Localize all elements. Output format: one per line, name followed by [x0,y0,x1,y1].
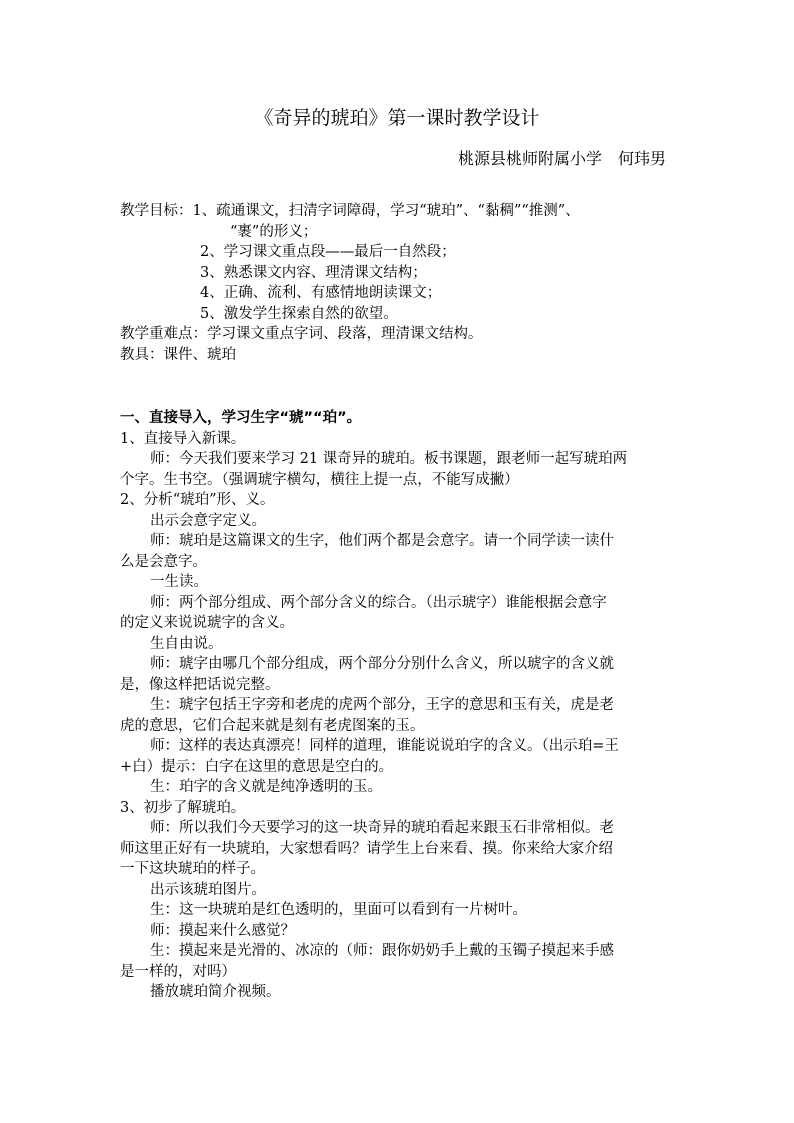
key-points: 教学重难点：学习课文重点字词、段落，理清课文结构。 [120,326,483,342]
paragraph-line: 的定义来说说琥字的含义。 [120,615,294,631]
paragraph-line: 3、初步了解琥珀。 [120,799,246,816]
paragraph-line: 师：所以我们今天要学习的这一块奇异的琥珀看起来跟玉石非常相似。老 [150,820,614,836]
paragraph-line: 师这里正好有一块琥珀，大家想看吗？请学生上台来看、摸。你来给大家介绍 [120,840,613,857]
paragraph-line: 生：琥字包括王字旁和老虎的虎两个部分，王字的意思和玉有关，虎是老 [150,697,614,713]
goal-line-1: 教学目标：1、疏通课文，扫清字词障碍，学习“琥珀”、“黏稠”“推测”、 [120,203,580,219]
paragraph-line: 师：这样的表达真漂亮！同样的道理，谁能说说珀字的含义。（出示珀=王 [150,738,619,754]
paragraph-line: +白）提示：白字在这里的意思是空白的。 [120,758,394,775]
paragraph-line: 1、直接导入新课。 [120,430,246,447]
paragraph-line: 生自由说。 [150,635,223,652]
paragraph-line: 虎的意思，它们合起来就是刻有老虎图案的玉。 [120,717,425,734]
goals-label: 教学目标： [120,203,193,219]
paragraph-line: 师：摸起来什么感觉？ [150,922,295,939]
paragraph-line: 出示会意字定义。 [150,512,266,529]
goal-line-3: 3、熟悉课文内容、理清课文结构； [200,264,427,281]
paragraph-line: 师：两个部分组成、两个部分含义的综合。（出示琥字）谁能根据会意字 [150,594,607,611]
section-1-heading: 一、直接导入，学习生字“琥”“珀”。 [120,410,362,426]
paragraph-line: 2、分析“琥珀”形、义。 [120,492,275,508]
section-1 [120,408,680,1003]
paragraph-line: 么是会意字。 [120,553,207,570]
teaching-tools: 教具：课件、琥珀 [120,346,236,363]
goal-line-5: 5、激发学生探索自然的欲望。 [200,305,398,322]
goal-line-4: 4、正确、流利、有感情地朗读课文； [200,285,442,301]
paragraph-line: 师：今天我们要来学习 21 课奇异的琥珀。板书课题，跟老师一起写琥珀两 [150,451,628,467]
paragraph-line: 师：琥珀是这篇课文的生字，他们两个都是会意字。请一个同学读一读什 [150,533,614,549]
paragraph-line: 生：珀字的含义就是纯净透明的玉。 [150,779,382,795]
goal-line-2: 2、学习课文重点段——最后一自然段； [200,244,456,260]
paragraph-line: 出示该琥珀图片。 [150,881,266,898]
paragraph-line: 一生读。 [150,574,208,590]
paragraph-line: 生：这一块琥珀是红色透明的，里面可以看到有一片树叶。 [150,902,527,918]
paragraph-line: 一下这块琥珀的样子。 [120,861,265,877]
paragraph-line: 是一样的，对吗） [120,963,236,980]
paragraph-line: 播放琥珀简介视频。 [150,984,281,1000]
goal-line-1b: “裹”的形义； [230,223,318,240]
paragraph-line: 是，像这样把话说完整。 [120,676,280,693]
author-line: 桃源县桃师附属小学 何玮男 [457,149,666,168]
paragraph-line: 师：琥字由哪几个部分组成，两个部分分别什么含义，所以琥字的含义就 [150,656,614,672]
paragraph-line: 生：摸起来是光滑的、冰凉的（师：跟你奶奶手上戴的玉镯子摸起来手感 [150,943,614,959]
paragraph-line: 个字。生书空。（强调琥字横勾，横往上提一点，不能写成撇） [120,471,519,488]
goals-block [120,201,680,365]
document-title: 《奇异的琥珀》第一课时教学设计 [254,107,540,129]
